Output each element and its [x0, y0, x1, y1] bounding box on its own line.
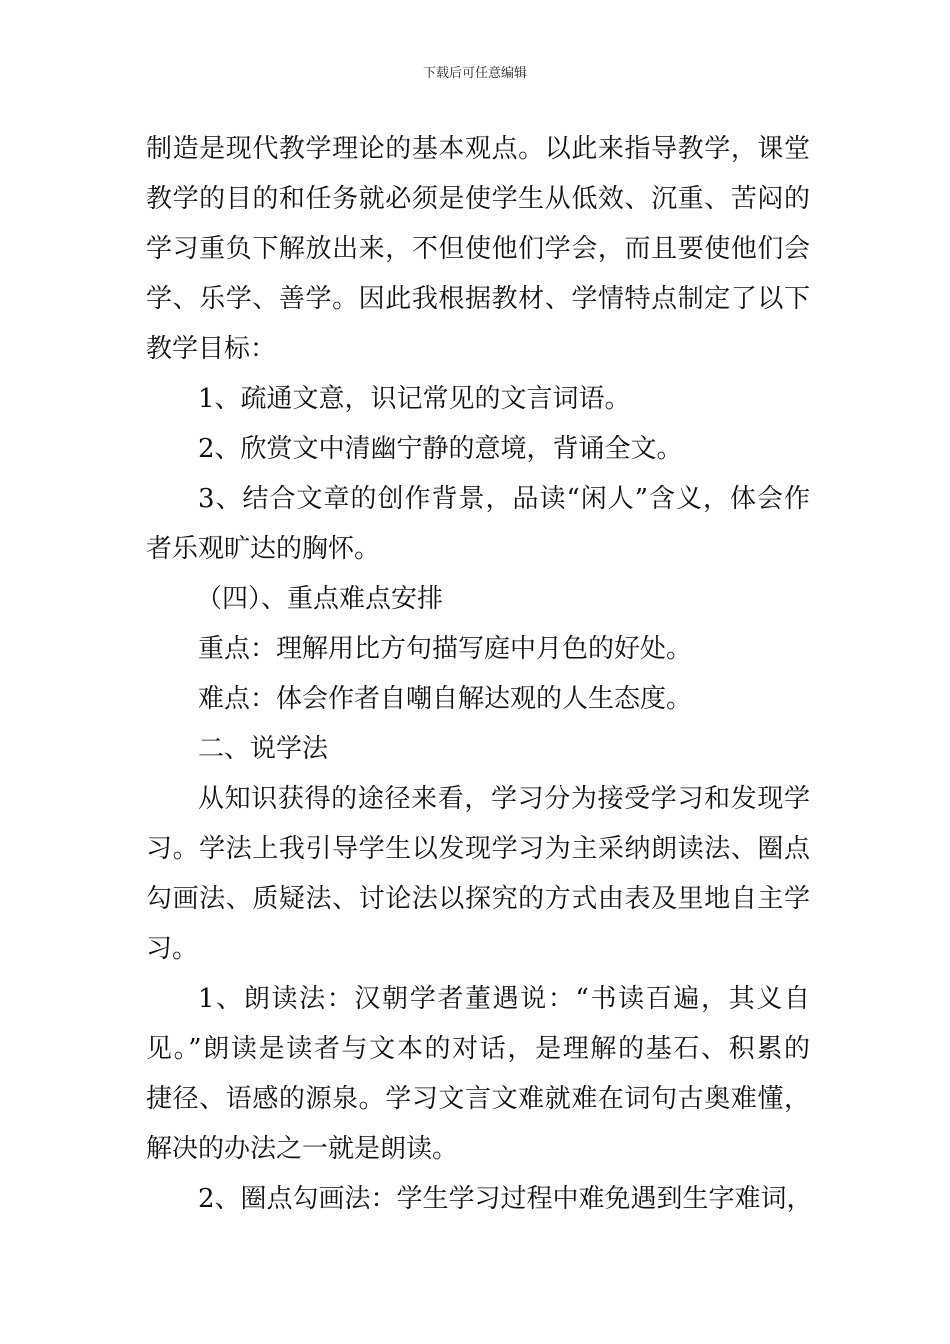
- paragraph-line: 学、乐学、善学。因此我根据教材、学情特点制定了以下: [146, 284, 810, 314]
- list-item: 2、欣赏文中清幽宁静的意境，背诵全文。: [198, 434, 683, 464]
- paragraph-line: 从知识获得的途径来看，学习分为接受学习和发现学: [198, 784, 810, 814]
- document-body: [146, 124, 813, 1224]
- list-item: 3、结合文章的创作背景，品读“闲人”含义，体会作: [198, 484, 810, 514]
- paragraph-line: 习。: [146, 934, 199, 964]
- paragraph-line: 学习重负下解放出来，不但使他们学会，而且要使他们会: [146, 234, 810, 264]
- section-heading: 二、说学法: [198, 734, 329, 764]
- paragraph-line: 见。”朗读是读者与文本的对话，是理解的基石、积累的: [146, 1034, 810, 1064]
- list-item: 2、圈点勾画法：学生学习过程中难免遇到生字难词，: [198, 1184, 813, 1214]
- page-header: 下载后可任意编辑: [422, 66, 527, 81]
- paragraph-line: 教学目标：: [146, 334, 277, 364]
- section-heading: （四）、重点难点安排: [196, 584, 444, 614]
- paragraph-line: 勾画法、质疑法、讨论法以探究的方式由表及里地自主学: [146, 884, 810, 914]
- paragraph-line: 解决的办法之一就是朗读。: [146, 1134, 459, 1164]
- paragraph-line: 习。学法上我引导学生以发现学习为主采纳朗读法、圈点: [146, 834, 810, 864]
- paragraph-line: 制造是现代教学理论的基本观点。以此来指导教学，课堂: [146, 134, 810, 164]
- paragraph-line: 教学的目的和任务就必须是使学生从低效、沉重、苦闷的: [146, 184, 810, 214]
- list-item: 1、疏通文意，识记常见的文言词语。: [198, 384, 631, 414]
- paragraph-line: 者乐观旷达的胸怀。: [146, 534, 381, 564]
- paragraph-line: 难点：体会作者自嘲自解达观的人生态度。: [198, 684, 693, 714]
- paragraph-line: 重点：理解用比方句描写庭中月色的好处。: [198, 634, 693, 664]
- paragraph-line: 捷径、语感的源泉。学习文言文难就难在词句古奥难懂，: [146, 1084, 810, 1114]
- list-item: 1、朗读法：汉朝学者董遇说：“书读百遍，其义自: [198, 984, 810, 1014]
